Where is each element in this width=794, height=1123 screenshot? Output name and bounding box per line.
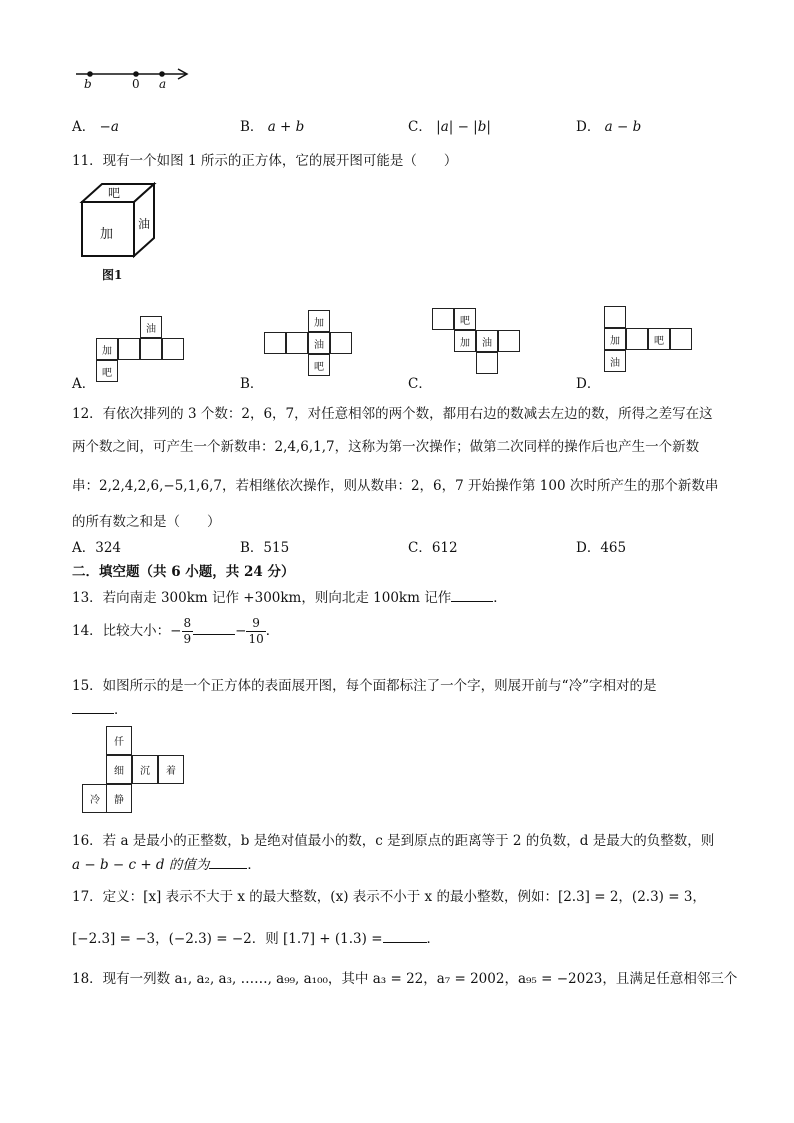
net-d-cell	[626, 328, 648, 350]
net-b	[264, 310, 354, 380]
net-d-cell	[604, 306, 626, 328]
cube-right-face: 油	[138, 217, 151, 231]
net-c-cell: 加	[454, 330, 476, 352]
q15-line-1: 15．如图所示的是一个正方体的表面展开图，每个面都标注了一个字，则展开前与“冷”字相对的是	[72, 678, 657, 694]
q12-line-3: 串：2,2,4,2,6,−5,1,6,7，若相继依次操作，则从数串：2，6，7 开始操作第 100 次时所产生的那个新数串	[72, 478, 719, 494]
net-c-cell: 吧	[454, 308, 476, 330]
net-b-cell: 加	[308, 310, 330, 332]
q12-option-a[interactable]: A．324	[72, 540, 122, 556]
q14: 14．比较大小：− $\frac{8}{9}$ − $\frac{9}{10}$ ．	[72, 616, 280, 646]
q11-option-a[interactable]: A．	[72, 376, 96, 392]
net-c	[432, 308, 528, 382]
cube-caption: 图1	[102, 268, 123, 282]
q16-line-2: a − b − c + d 的值为 ．	[72, 857, 261, 873]
q15-net-cell: 仟	[106, 726, 132, 755]
q17-line-1: 17．定义：[x] 表示不大于 x 的最大整数，(x) 表示不小于 x 的最小整数，例如：[2.3] = 2，(2.3) = 3，	[72, 889, 706, 905]
q12-option-c[interactable]: C．612	[408, 540, 458, 556]
fraction-9-10: $\frac{9}{10}$	[248, 616, 264, 646]
numberline-label-b: b	[84, 77, 92, 91]
q11-stem: 11．现有一个如图 1 所示的正方体，它的展开图可能是（ ）	[72, 153, 458, 169]
net-b-cell	[330, 332, 352, 354]
q10-option-b[interactable]: B． a + b	[240, 119, 305, 135]
q14-answer-blank[interactable]	[193, 622, 235, 635]
q12-line-2: 两个数之间，可产生一个新数串：2,4,6,1,7，这称为第一次操作；做第二次同样的操作后也产生一个新数	[72, 439, 700, 455]
net-b-cell	[264, 332, 286, 354]
q17-line-2: [−2.3] = −3，(−2.3) = −2．则 [1.7] + (1.3) = ．	[72, 931, 441, 947]
net-d-cell: 油	[604, 350, 626, 372]
net-d-cell	[670, 328, 692, 350]
net-b-cell: 油	[308, 332, 330, 354]
net-d-cell: 吧	[648, 328, 670, 350]
q11-option-d[interactable]: D．	[576, 376, 601, 392]
q15-net-cell: 沉	[132, 755, 158, 784]
q15-net-cell: 着	[158, 755, 184, 784]
section-title: 二．填空题（共 6 小题，共 24 分）	[72, 564, 295, 580]
net-c-cell	[476, 352, 498, 374]
q12-option-b[interactable]: B．515	[240, 540, 290, 556]
net-b-cell: 吧	[308, 354, 330, 376]
cube-top-face: 吧	[108, 186, 121, 200]
net-a-cell	[140, 338, 162, 360]
q12-line-4: 的所有数之和是（ ）	[72, 514, 221, 530]
net-c-cell	[498, 330, 520, 352]
numberline-label-a: a	[159, 77, 167, 91]
net-a-cell	[118, 338, 140, 360]
net-c-cell: 油	[476, 330, 498, 352]
q16-line-1: 16．若 a 是最小的正整数，b 是绝对值最小的数，c 是到原点的距离等于 2 的负数，d 是最大的负整数，则	[72, 833, 715, 849]
net-a-cell: 油	[140, 316, 162, 338]
q15-net-cell: 静	[106, 784, 132, 813]
q15-net-cell: 冷	[82, 784, 108, 813]
net-d-cell: 加	[604, 328, 626, 350]
net-b-cell	[286, 332, 308, 354]
q15-net	[82, 726, 186, 816]
net-d	[604, 306, 700, 382]
q10-option-c[interactable]: C． |a| − |b|	[408, 119, 491, 135]
q17-answer-blank[interactable]	[383, 930, 427, 943]
numberline-label-zero: 0	[132, 77, 140, 91]
q11-option-b[interactable]: B．	[240, 376, 264, 392]
cube-front-face: 加	[100, 227, 114, 242]
net-a-cell: 加	[96, 338, 118, 360]
net-a-cell: 吧	[96, 360, 118, 382]
net-a-cell	[162, 338, 184, 360]
q16-answer-blank[interactable]	[209, 856, 247, 869]
fraction-8-9: $\frac{8}{9}$	[183, 616, 192, 646]
q12-line-1: 12．有依次排列的 3 个数：2，6，7，对任意相邻的两个数，都用右边的数减去左边的数，所得之差写在这	[72, 406, 713, 422]
q15-net-cell: 细	[106, 755, 132, 784]
q10-option-a[interactable]: A． −a	[72, 119, 119, 135]
q13: 13．若向南走 300km 记作 +300km，则向北走 100km 记作 ．	[72, 590, 507, 606]
net-a	[96, 316, 186, 384]
q11-option-c[interactable]: C．	[408, 376, 432, 392]
net-c-cell	[432, 308, 454, 330]
q12-option-d[interactable]: D．465	[576, 540, 627, 556]
q15-line-2: ．	[72, 698, 128, 718]
q15-answer-blank[interactable]	[72, 701, 114, 714]
q18-line-1: 18．现有一列数 a₁, a₂, a₃, ……, a₉₉, a₁₀₀，其中 a₃ = 22，a₇ = 2002，a₉₅ = −2023，且满足任意相邻三个	[72, 971, 738, 987]
q13-answer-blank[interactable]	[451, 589, 493, 602]
q10-option-d[interactable]: D． a − b	[576, 119, 642, 135]
